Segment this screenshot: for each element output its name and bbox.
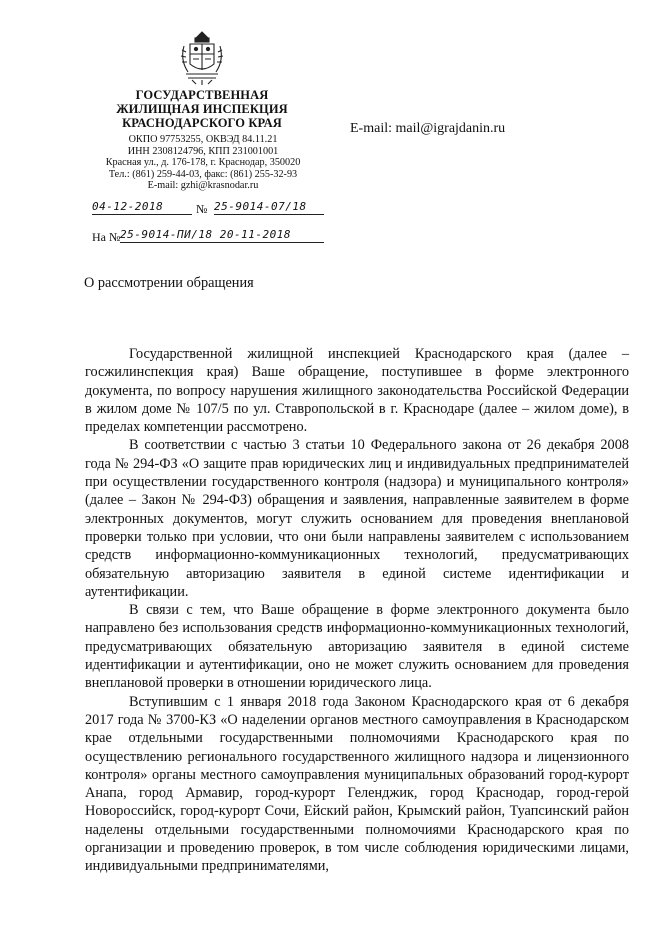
org-requisites-block: [82, 134, 324, 192]
requisites-line: Тел.: (861) 259-44-03, факс: (861) 255-32-93: [108, 168, 298, 180]
requisites-line: ИНН 2308124796, КПП 231001001: [127, 145, 279, 157]
letter-subject: О рассмотрении обращения: [84, 275, 254, 291]
letter-body: [85, 345, 629, 876]
requisites-line: E-mail: gzhi@krasnodar.ru: [147, 180, 259, 192]
requisites-line: Красная ул., д. 176-178, г. Краснодар, 350020: [105, 157, 301, 169]
body-paragraph: Государственной жилищной инспекцией Краснодарского края (далее – госжилинспекция края) Ваше обращение, поступившее в форме электронного документа, по вопросу нарушения жилищного законодательства Российской Федерации в жилом доме № 107/5 по ул. Ставропольской в г. Краснодаре (далее – жилом доме), в пределах компетенции рассмотрено.: [85, 346, 629, 436]
number-label: №: [196, 202, 208, 216]
handwritten-outgoing-number: 25-9014-07/18: [214, 200, 324, 215]
org-name-block: [100, 88, 304, 130]
org-name-line: ЖИЛИЩНАЯ ИНСПЕКЦИЯ: [116, 102, 288, 116]
org-name-line: КРАСНОДАРСКОГО КРАЯ: [122, 116, 282, 130]
coat-of-arms-icon: [176, 30, 228, 86]
body-paragraph: В связи с тем, что Ваше обращение в форме электронного документа было направлено без использования средств информационно-коммуникационных технологий, предусматривающих обязательную авторизацию заявителя в единой системе идентификации и аутентификации, оно не может служить основанием для проведения внеплановой проверки в отношении юридического лица.: [85, 602, 629, 692]
handwritten-date: 04-12-2018: [92, 200, 192, 215]
recipient-email: E-mail: mail@igrajdanin.ru: [350, 121, 506, 136]
handwritten-incoming-ref: 25-9014-ПИ/18 20-11-2018: [120, 228, 324, 243]
requisites-line: ОКПО 97753255, ОКВЭД 84.11.21: [128, 134, 278, 145]
reply-to-label: На №: [92, 230, 121, 244]
body-paragraph: Вступившим с 1 января 2018 года Законом Краснодарского края от 6 декабря 2017 года № 3700-КЗ «О наделении органов местного самоуправления в Краснодарском крае отдельными государственными полномочиями Краснодарского края по осуществлению регионального государственного жилищного надзора и лицензионного контроля» органы местного самоуправления муниципальных образований город-курорт Анапа, город Армавир, город-курорт Геленджик, город Краснодар, город-герой Новороссийск, город-курорт Сочи, Ейский район, Крымский район, Туапсинский район наделены отдельными государственными полномочиями Краснодарского края по организации и проведению проверок, в том числе соблюдения юридическими лицами, индивидуальными предпринимателями,: [85, 693, 629, 875]
incoming-reference: [92, 227, 324, 247]
org-name-line: ГОСУДАРСТВЕННАЯ: [135, 88, 269, 102]
outgoing-reference: [92, 199, 324, 219]
body-paragraph: В соответствии с частью 3 статьи 10 Федерального закона от 26 декабря 2008 года № 294-ФЗ «О защите прав юридических лиц и индивидуальных предпринимателей при осуществлении государственного контроля (надзора) и муниципального контроля» (далее – Закон № 294-ФЗ) обращения и заявления, направленные заявителем в форме электронных документов, могут служить основанием для проведения внеплановой проверки только при условии, что они были направлены заявителем с использованием средств информационно-коммуникационных технологий, предусматривающих обязательную авторизацию заявителя в единой системе идентификации и аутентификации.: [85, 437, 629, 600]
